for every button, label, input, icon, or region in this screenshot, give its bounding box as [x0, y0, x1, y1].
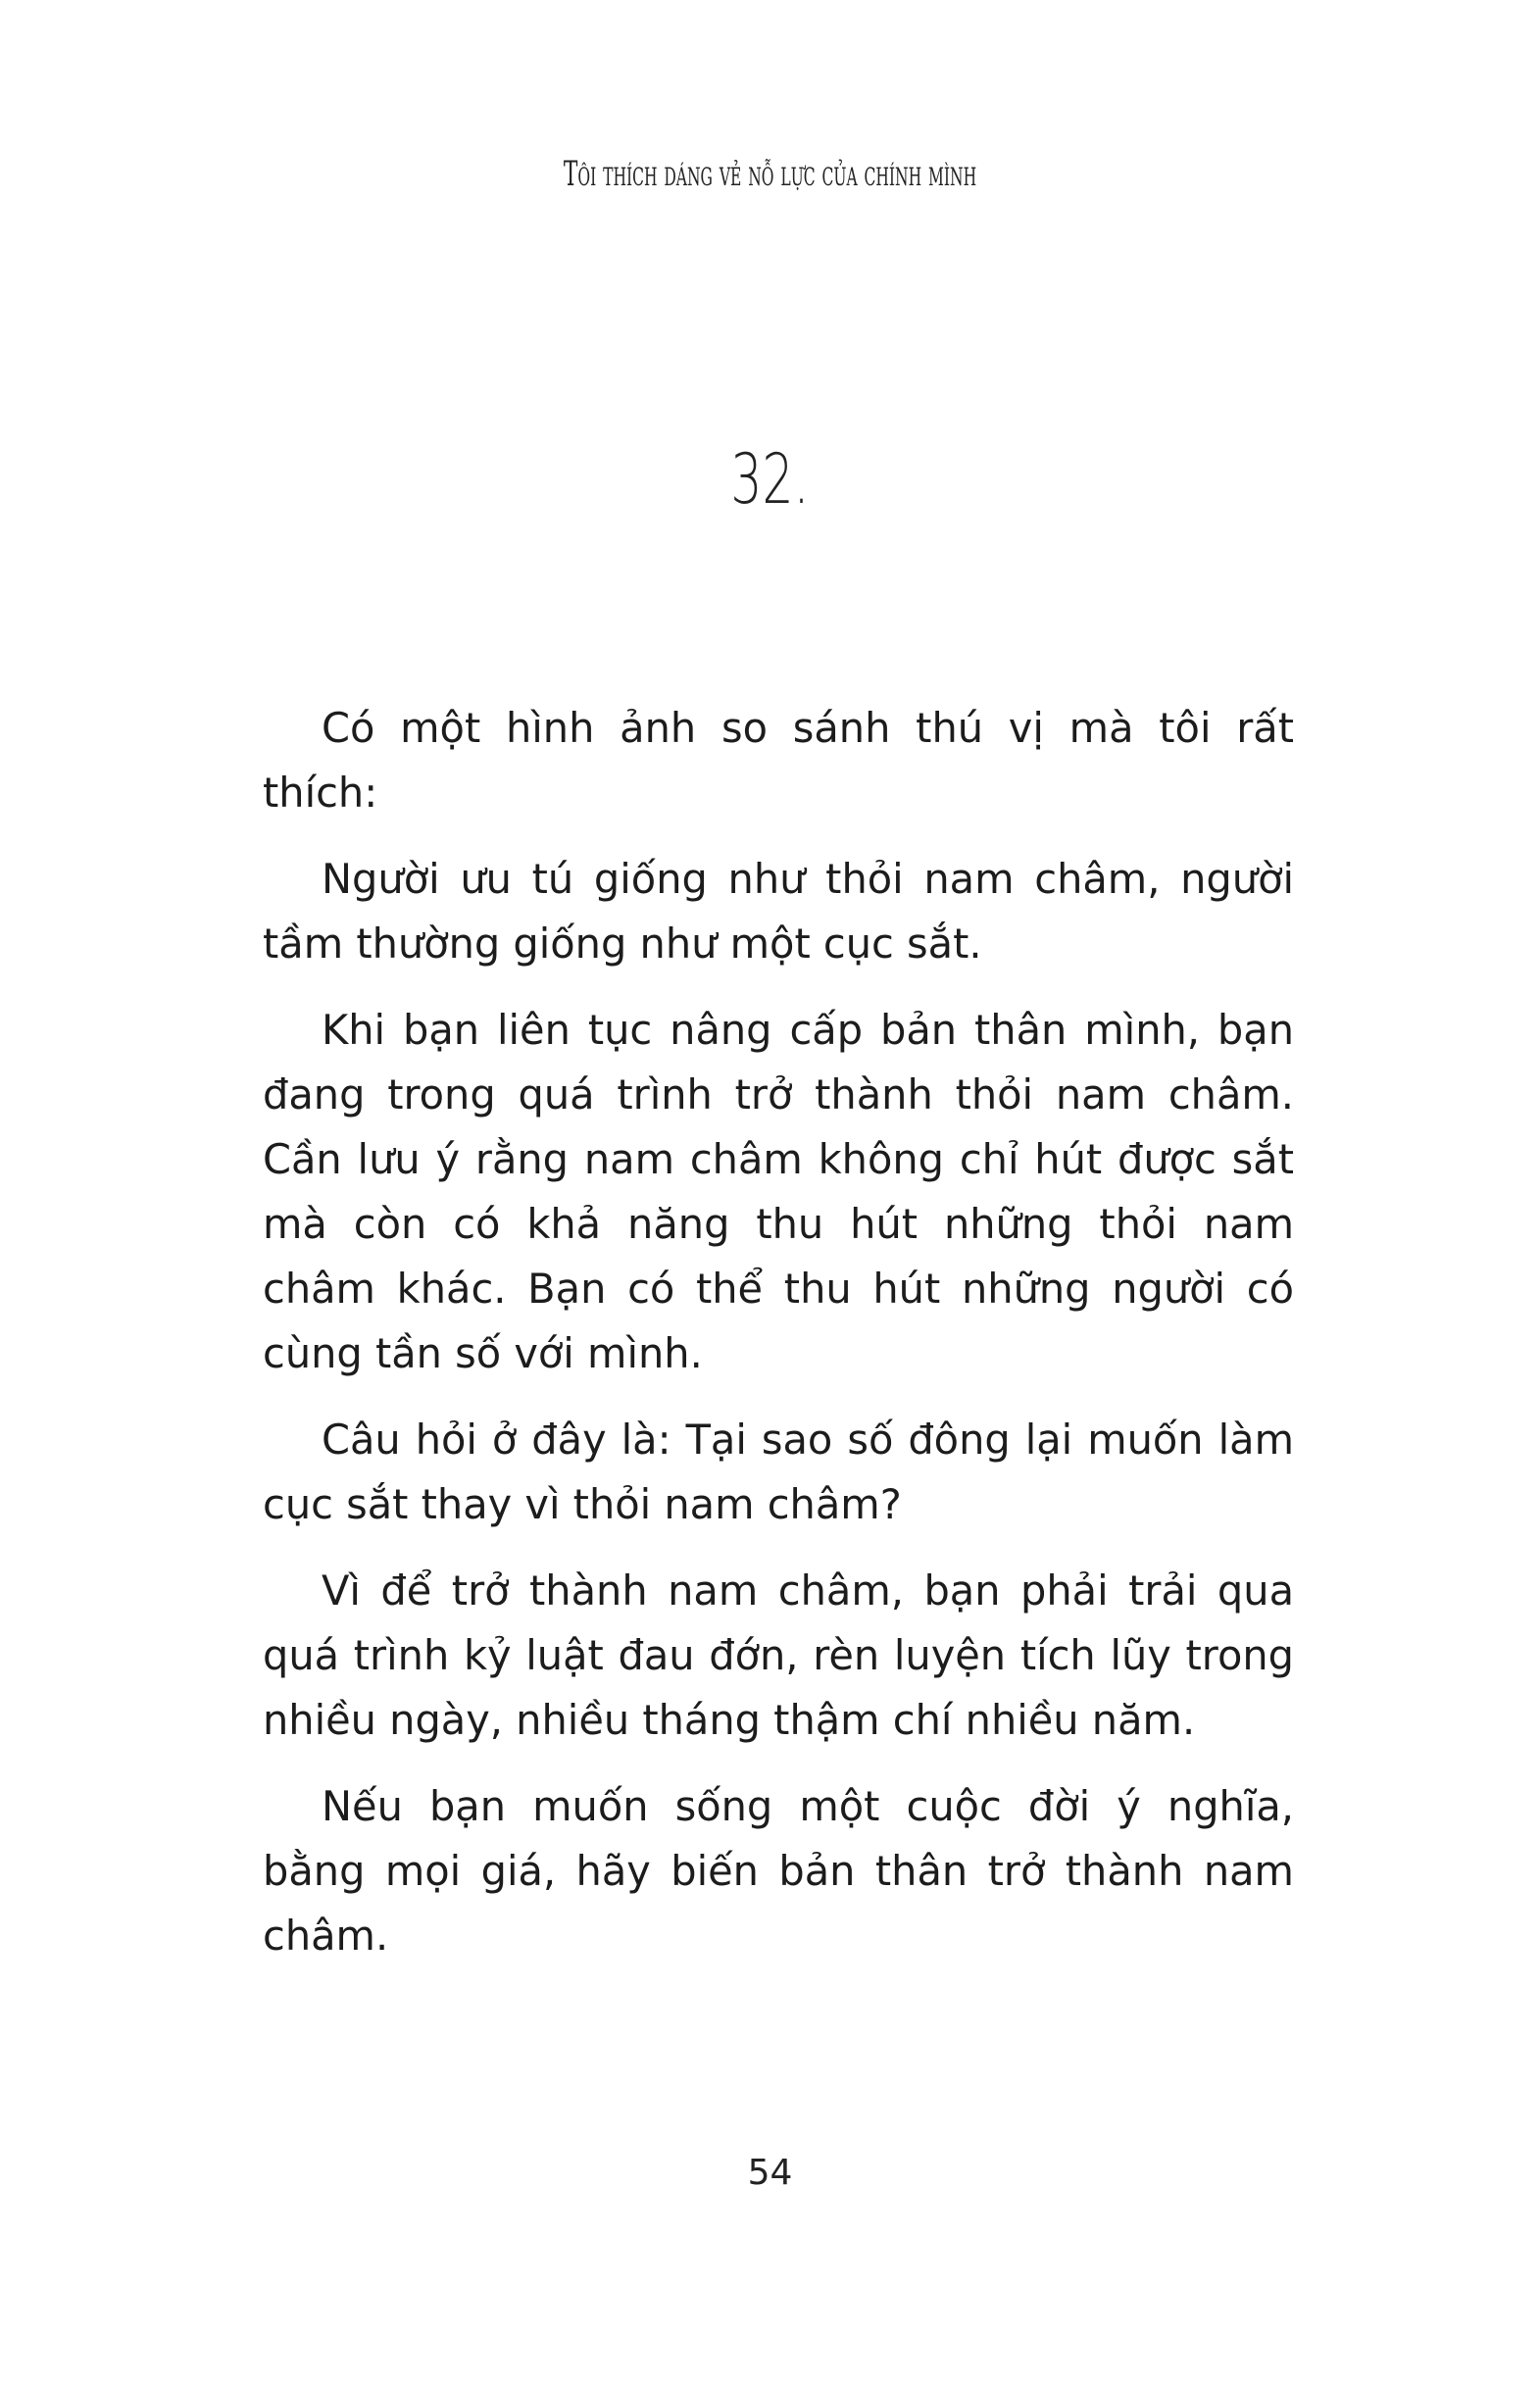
- paragraph: Người ưu tú giống như thỏi nam châm, người tầm thường giống như một cục sắt.: [263, 855, 1294, 968]
- paragraph: Vì để trở thành nam châm, bạn phải trải qua quá trình kỷ luật đau đớn, rèn luyện tích lũy trong nhiều ngày, nhiều tháng thậm chí nhiều năm.: [263, 1566, 1294, 1744]
- page-number: 54: [747, 2153, 793, 2193]
- paragraph: Câu hỏi ở đây là: Tại sao số đông lại muốn làm cục sắt thay vì thỏi nam châm?: [263, 1416, 1294, 1528]
- chapter-number: 32.: [730, 439, 810, 520]
- body-text: [263, 696, 1294, 1990]
- running-header: Tôi thích dáng vẻ nỗ lực của chính mình: [563, 155, 977, 194]
- paragraph: Khi bạn liên tục nâng cấp bản thân mình, bạn đang trong quá trình trở thành thỏi nam châm. Cần lưu ý rằng nam châm không chỉ hút được sắt mà còn có khả năng thu hút những thỏi nam châm khác. Bạn có thể thu hút những người có cùng tần số với mình.: [263, 1006, 1294, 1377]
- paragraph: Có một hình ảnh so sánh thú vị mà tôi rất thích:: [263, 704, 1294, 817]
- paragraph: Nếu bạn muốn sống một cuộc đời ý nghĩa, bằng mọi giá, hãy biến bản thân trở thành nam châm.: [263, 1782, 1294, 1960]
